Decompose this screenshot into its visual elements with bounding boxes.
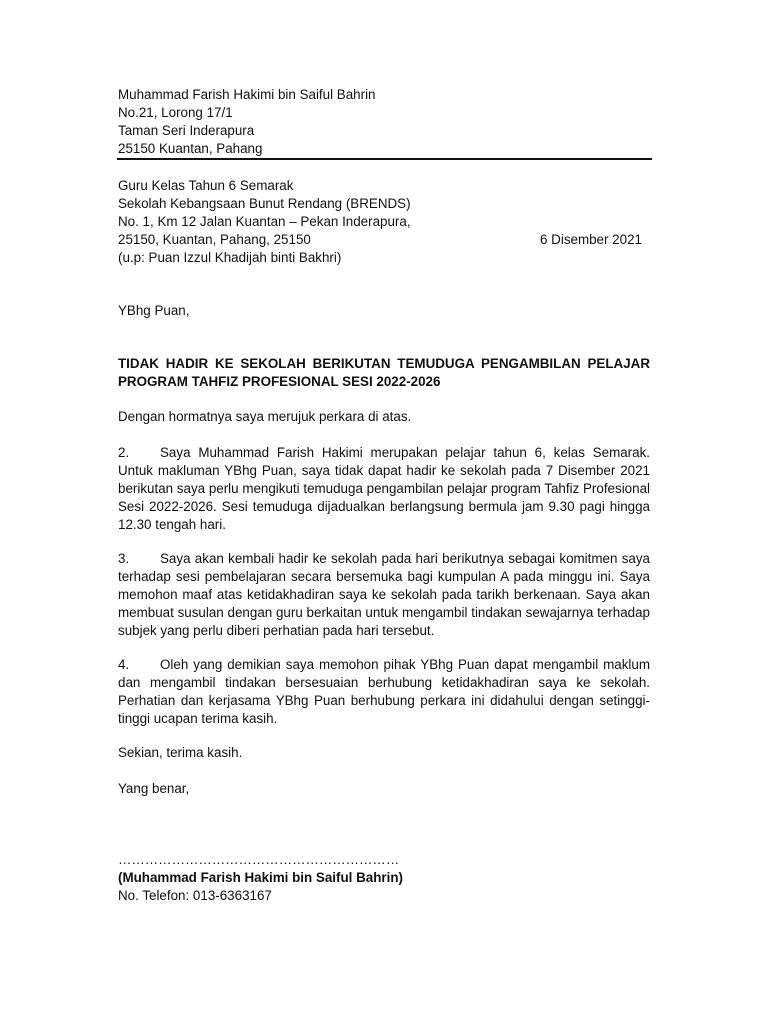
sender-block — [118, 86, 650, 158]
recipient-line: 25150, Kuantan, Pahang, 25150 — [118, 232, 311, 247]
paragraph-number: 2. — [118, 445, 130, 460]
sender-address-line: No.21, Lorong 17/1 — [118, 105, 233, 120]
salutation: YBhg Puan, — [118, 303, 190, 318]
recipient-line: No. 1, Km 12 Jalan Kuantan – Pekan Inderapura, — [118, 214, 411, 229]
sender-address-line: 25150 Kuantan, Pahang — [118, 141, 263, 156]
phone-number: No. Telefon: 013-6363167 — [118, 888, 272, 903]
recipient-line: Sekolah Kebangsaan Bunut Rendang (BRENDS) — [118, 196, 411, 211]
paragraph-text: Saya akan kembali hadir ke sekolah pada hari berikutnya sebagai komitmen saya terhadap sesi pembelajaran secara bersemuka bagi kumpulan A pada minggu ini. Saya memohon maaf atas ketidakhadiran saya ke sekolah pada tarikh berkenaan. Saya akan membuat susulan dengan guru berkaitan untuk mengambil tindakan sewajarnya terhadap subjek yang perlu diberi perhatian pada hari tersebut. — [118, 551, 650, 638]
signoff-line: Yang benar, — [118, 781, 190, 796]
recipient-line: Guru Kelas Tahun 6 Semarak — [118, 178, 294, 193]
paragraph-3 — [118, 550, 650, 640]
paragraph-2 — [118, 444, 650, 534]
signature-block — [118, 851, 650, 905]
signature-dotted-line: ……………………………………………………… — [118, 852, 400, 867]
paragraph-number: 4. — [118, 657, 130, 672]
paragraph-text: Saya Muhammad Farish Hakimi merupakan pelajar tahun 6, kelas Semarak. Untuk makluman YBhg Puan, saya tidak dapat hadir ke sekolah pada 7 Disember 2021 berikutan saya perlu mengikuti temuduga pengambilan pelajar program Tahfiz Profesional Sesi 2022-2026. Sesi temuduga dijadualkan berlangsung bermula jam 9.30 pagi hingga 12.30 tengah hari. — [118, 445, 650, 532]
paragraph-4 — [118, 656, 650, 728]
recipient-line: (u.p: Puan Izzul Khadijah binti Bakhri) — [118, 250, 342, 265]
letter-subject: TIDAK HADIR KE SEKOLAH BERIKUTAN TEMUDUGA PENGAMBILAN PELAJAR PROGRAM TAHFIZ PROFESIONAL SESI 2022-2026 — [118, 356, 650, 389]
recipient-block — [118, 177, 650, 267]
letter-date: 6 Disember 2021 — [540, 232, 642, 247]
paragraph-text: Oleh yang demikian saya memohon pihak YBhg Puan dapat mengambil maklum dan mengambil tindakan bersesuaian berhubung ketidakhadiran saya ke sekolah. Perhatian dan kerjasama YBhg Puan berhubung perkara ini didahului dengan setinggi-tinggi ucapan terima kasih. — [118, 657, 650, 726]
sender-address-line: Taman Seri Inderapura — [118, 123, 255, 138]
sender-name: Muhammad Farish Hakimi bin Saiful Bahrin — [118, 87, 376, 102]
signature-name: (Muhammad Farish Hakimi bin Saiful Bahrin) — [118, 870, 403, 885]
header-divider — [117, 158, 652, 160]
paragraph-number: 3. — [118, 551, 130, 566]
intro-paragraph: Dengan hormatnya saya merujuk perkara di atas. — [118, 409, 412, 424]
closing-line: Sekian, terima kasih. — [118, 745, 243, 760]
